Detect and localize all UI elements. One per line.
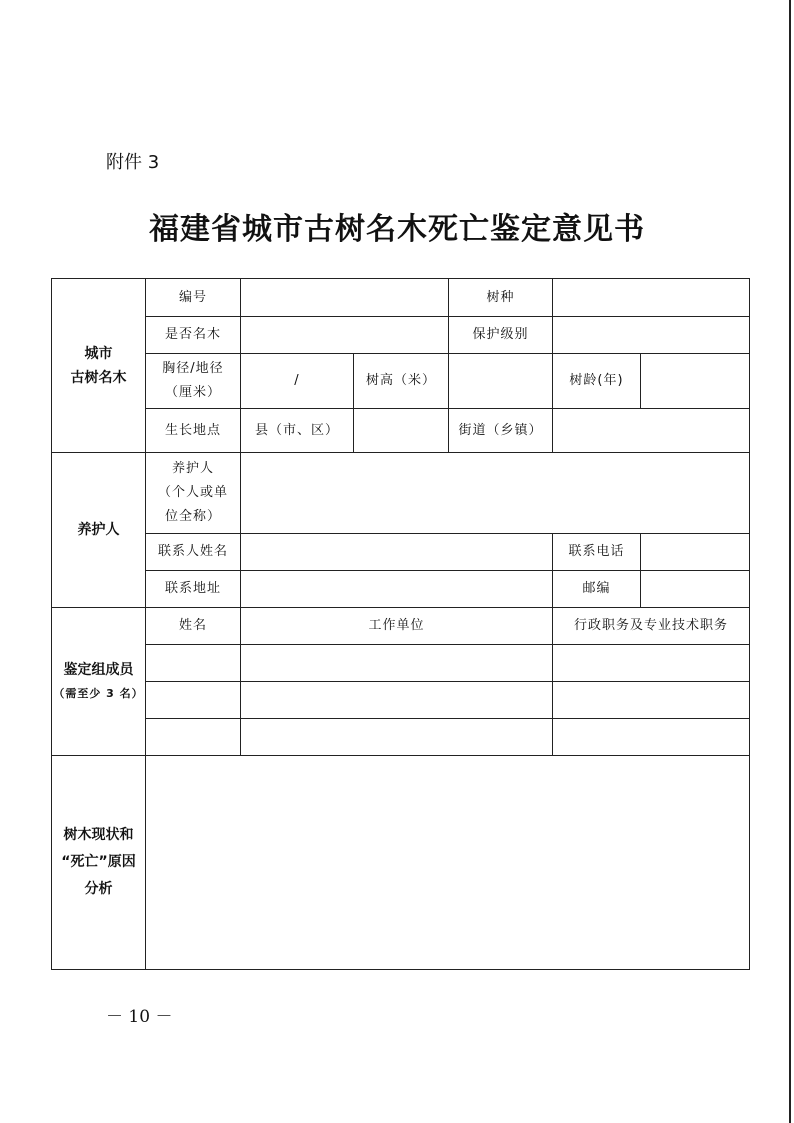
col-name: 姓名 [178, 618, 207, 633]
label-contact-name: 联系人姓名 [157, 544, 228, 559]
dbh-separator: / [294, 373, 300, 388]
label-location: 生长地点 [164, 422, 221, 438]
section-caretaker-label: 养护人 [77, 522, 120, 538]
label-protection-level: 保护级别 [472, 327, 529, 342]
label-is-famous: 是否名木 [164, 327, 221, 342]
section-tree-label: 城市 古树名木 [70, 345, 127, 386]
page-number: － 10 － [106, 1007, 173, 1027]
label-dbh: 胸径/地径 （厘米） [162, 361, 224, 400]
label-address: 联系地址 [164, 581, 221, 596]
label-caretaker-name: 养护人 （个人或单 位全称） [157, 461, 228, 524]
label-age: 树龄(年) [569, 373, 624, 388]
label-phone: 联系电话 [568, 544, 625, 559]
label-postcode: 邮编 [582, 581, 611, 596]
label-height: 树高（米） [365, 373, 436, 388]
label-number: 编号 [178, 289, 207, 305]
label-species: 树种 [486, 289, 515, 305]
document-title: 福建省城市古树名木死亡鉴定意见书 [149, 212, 645, 247]
section-committee-label: 鉴定组成员 （需至少 3 名） [53, 661, 144, 700]
label-street: 街道（乡镇） [458, 422, 543, 438]
label-county: 县（市、区） [254, 422, 339, 438]
col-work-unit: 工作单位 [368, 618, 425, 633]
section-analysis-label: 树木现状和 “死亡”原因 分析 [61, 827, 136, 897]
col-title: 行政职务及专业技术职务 [573, 618, 728, 633]
attachment-label: 附件 3 [106, 152, 160, 173]
